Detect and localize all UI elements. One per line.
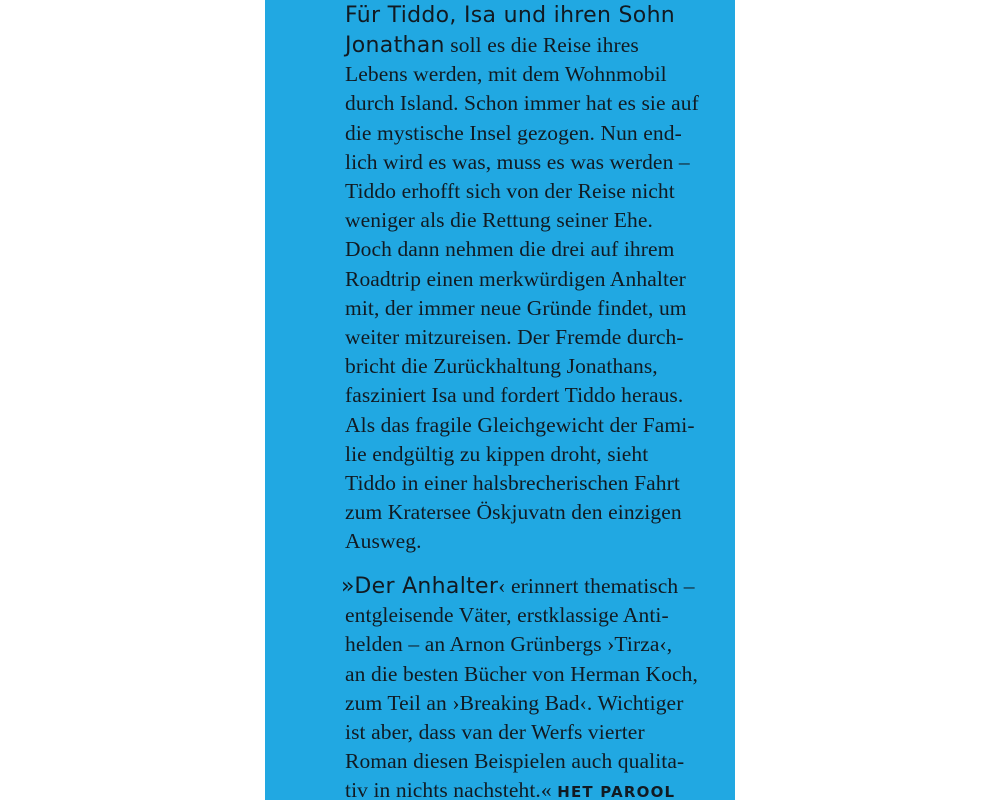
quote-title: »Der Anhalter: [341, 574, 499, 599]
quote-line: Roman diesen Beispielen auch qualita-: [345, 749, 685, 774]
blurb-line: weiter mitzureisen. Der Fremde durch-: [345, 325, 684, 350]
quote-line: entgleisende Väter, erstklassige Anti-: [345, 603, 669, 628]
blurb-line: mit, der immer neue Gründe findet, um: [345, 295, 687, 320]
blurb-paragraph: [345, 31, 699, 557]
blurb-line: Doch dann nehmen die drei auf ihrem: [345, 237, 675, 262]
blurb-heading: Für Tiddo, Isa und ihren Sohn: [345, 3, 676, 28]
blurb-line: zum Kratersee Öskjuvatn den einzigen: [345, 500, 682, 525]
quote-line: helden – an Arnon Grünbergs ›Tirza‹,: [345, 632, 673, 657]
blurb-line: Tiddo in einer halsbrecherischen Fahrt: [345, 471, 680, 496]
blurb-line: lich wird es was, muss es was werden –: [345, 149, 690, 174]
blurb-line: bricht die Zurückhaltung Jonathans,: [345, 354, 658, 379]
quote-line: zum Teil an ›Breaking Bad‹. Wichtiger: [345, 690, 684, 715]
quote-line: [341, 776, 698, 807]
blurb-line: [345, 31, 699, 60]
blurb-line: durch Island. Schon immer hat es sie auf: [345, 91, 699, 116]
blurb-line-text: soll es die Reise ihres: [444, 33, 639, 57]
quote-source: HET PAROOL: [557, 783, 676, 802]
blurb-line: weniger als die Rettung seiner Ehe.: [345, 208, 653, 233]
quote-line-text: ‹ erinnert thematisch –: [498, 574, 695, 598]
blurb-line: die mystische Insel gezogen. Nun end-: [345, 120, 682, 145]
blurb-line: Tiddo erhofft sich von der Reise nicht: [345, 179, 675, 204]
blurb-line: Roadtrip einen merkwürdigen Anhalter: [345, 266, 686, 291]
review-quote: [341, 572, 698, 808]
blurb-line: lie endgültig zu kippen droht, sieht: [345, 441, 649, 466]
blurb-heading-name: Jonathan: [345, 33, 445, 58]
quote-line: ist aber, dass van der Werfs vierter: [345, 720, 645, 745]
blurb-line: fasziniert Isa und fordert Tiddo heraus.: [345, 383, 684, 408]
blurb-line: Als das fragile Gleichgewicht der Fami-: [345, 412, 695, 437]
quote-last-text: tiv in nichts nachsteht.«: [345, 778, 558, 803]
blurb-line: Lebens werden, mit dem Wohnmobil: [345, 62, 667, 87]
blurb-line: Ausweg.: [345, 529, 422, 554]
quote-line: an die besten Bücher von Herman Koch,: [345, 661, 698, 686]
quote-line: [341, 572, 698, 601]
